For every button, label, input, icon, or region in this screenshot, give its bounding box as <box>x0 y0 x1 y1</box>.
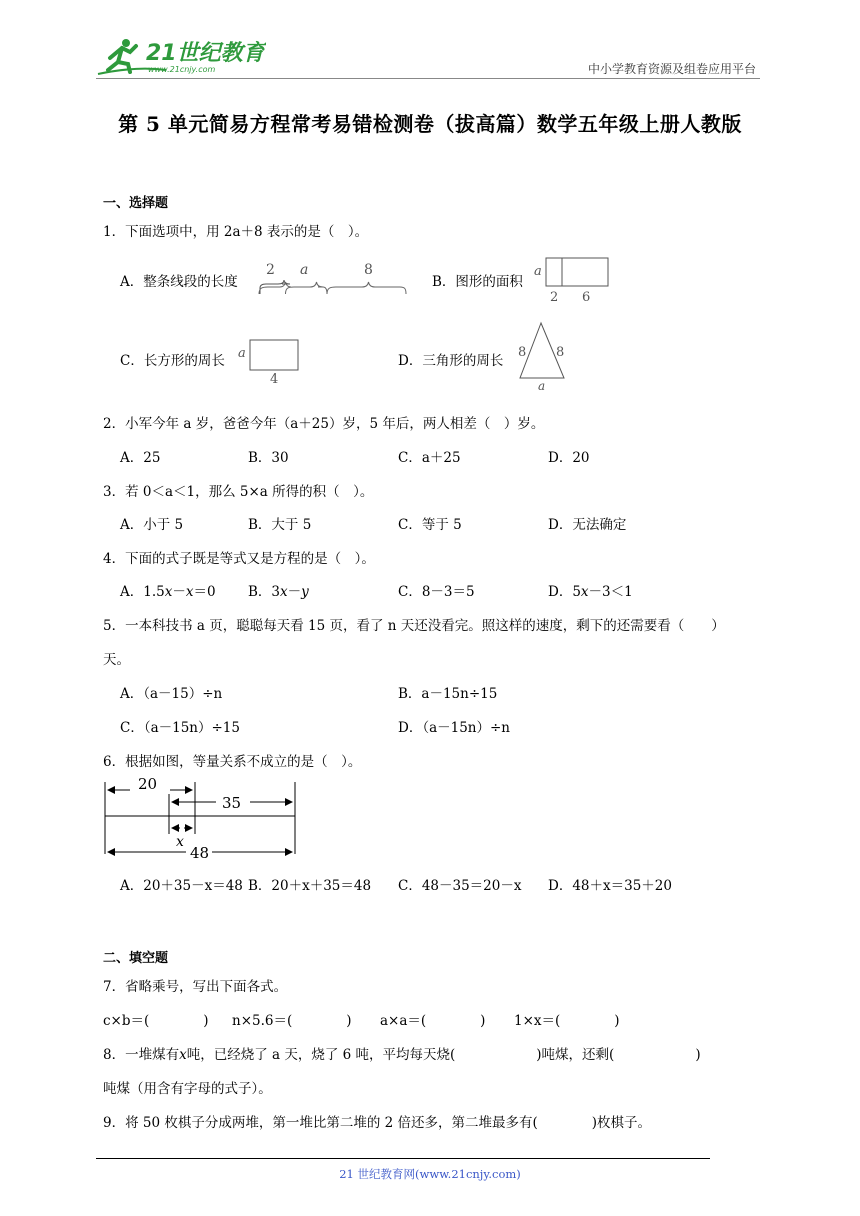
q7-item-4: 1×x＝( ) <box>514 1013 620 1029</box>
q1-figure-c <box>238 335 302 387</box>
q5-stem: 5．一本科技书 a 页，聪聪每天看 15 页，看了 n 天还没看完。照这样的速度，剩下的还需要看（ ） <box>103 618 725 634</box>
page-title: 第 5 单元简易方程常考易错检测卷（拔高篇）数学五年级上册人教版 <box>118 112 742 136</box>
fig6-label-x: x <box>176 834 184 850</box>
fig-a-label-8: 8 <box>364 262 373 278</box>
q3-option-b: B．大于 5 <box>248 517 312 533</box>
q6-option-a: A．20＋35－x＝48 <box>120 878 243 894</box>
q6-option-c: C．48－35＝20－x <box>398 878 522 894</box>
footer-text: 21 世纪教育网(www.21cnjy.com) <box>339 1167 521 1181</box>
q1-figure-a <box>256 258 412 300</box>
q5-option-c: C．（a－15n）÷15 <box>120 720 240 736</box>
fig-a-label-2: 2 <box>266 262 275 278</box>
q6-option-d: D．48＋x＝35＋20 <box>548 878 672 894</box>
q6-figure <box>100 772 300 862</box>
q5-option-d: D．（a－15n）÷n <box>398 720 511 736</box>
q1-option-c: C．长方形的周长 <box>120 353 225 369</box>
fig-b-label-6: 6 <box>582 290 591 303</box>
fig6-label-35: 35 <box>222 794 242 812</box>
site-logo <box>96 36 266 76</box>
q4-option-b: B．3x－y <box>248 584 309 600</box>
q4-option-c: C．8－3＝5 <box>398 584 475 600</box>
q2-option-d: D．20 <box>548 450 590 466</box>
logo-text: 21世纪教育 <box>146 41 265 66</box>
q1-figure-d <box>514 320 570 390</box>
q3-option-a: A．小于 5 <box>120 517 184 533</box>
section-fill: 二、填空题 <box>103 951 169 966</box>
logo-url: www.21cnjy.com <box>148 65 216 74</box>
fig6-label-20: 20 <box>138 775 158 793</box>
q6-stem: 6．根据如图，等量关系不成立的是（ ）。 <box>103 754 362 770</box>
q4-option-d: D．5x－3＜1 <box>548 584 633 600</box>
q8-stem-line2: 吨煤（用含有字母的式子）。 <box>103 1081 272 1097</box>
platform-name: 中小学教育资源及组卷应用平台 <box>587 62 756 76</box>
fig6-label-48: 48 <box>190 844 210 862</box>
fig-a-label-a: a <box>300 262 309 278</box>
q3-option-c: C．等于 5 <box>398 517 462 533</box>
q1-option-a: A．整条线段的长度 <box>120 274 238 290</box>
q2-option-a: A．25 <box>120 450 161 466</box>
q1-option-d: D．三角形的周长 <box>398 353 504 369</box>
q1-stem: 1．下面选项中，用 2a＋8 表示的是（ ）。 <box>103 224 369 240</box>
q4-option-a: A．1.5x－x＝0 <box>120 584 216 600</box>
q1-option-b: B．图形的面积 <box>432 274 523 290</box>
fig-d-label-a: a <box>538 379 546 390</box>
q8-stem: 8．一堆煤有x吨，已经烧了 a 天，烧了 6 吨，平均每天烧( )吨煤，还剩( ) <box>103 1047 701 1063</box>
q2-option-c: C．a＋25 <box>398 450 461 466</box>
q5-option-a: A．（a－15）÷n <box>120 686 223 702</box>
fig-c-label-a: a <box>238 346 246 361</box>
q5-stem-line2: 天。 <box>103 652 130 668</box>
fig-b-label-2: 2 <box>550 290 559 303</box>
q1-figure-b <box>532 255 612 303</box>
header-divider <box>96 78 760 79</box>
q4-stem: 4．下面的式子既是等式又是方程的是（ ）。 <box>103 551 375 567</box>
q7-item-1: c×b＝( ) <box>103 1013 209 1029</box>
section-choice: 一、选择题 <box>103 196 169 211</box>
q7-stem: 7．省略乘号，写出下面各式。 <box>103 979 288 995</box>
q2-option-b: B．30 <box>248 450 289 466</box>
fig-d-label-8-right: 8 <box>556 345 565 360</box>
footer-divider <box>96 1158 710 1159</box>
q3-stem: 3．若 0＜a＜1，那么 5×a 所得的积（ ）。 <box>103 484 374 500</box>
q7-item-3: a×a＝( ) <box>380 1013 486 1029</box>
q2-stem: 2．小军今年 a 岁，爸爸今年（a＋25）岁，5 年后，两人相差（ ）岁。 <box>103 416 545 432</box>
q6-option-b: B．20＋x＋35＝48 <box>248 878 372 894</box>
q5-option-b: B．a－15n÷15 <box>398 686 498 702</box>
q3-option-d: D．无法确定 <box>548 517 627 533</box>
fig-d-label-8-left: 8 <box>518 345 527 360</box>
q7-item-2: n×5.6＝( ) <box>232 1013 352 1029</box>
fig-b-label-a: a <box>534 264 542 279</box>
fig-c-label-4: 4 <box>270 372 279 387</box>
q9-stem: 9．将 50 枚棋子分成两堆，第一堆比第二堆的 2 倍还多，第二堆最多有( )枚棋子。 <box>103 1115 652 1131</box>
